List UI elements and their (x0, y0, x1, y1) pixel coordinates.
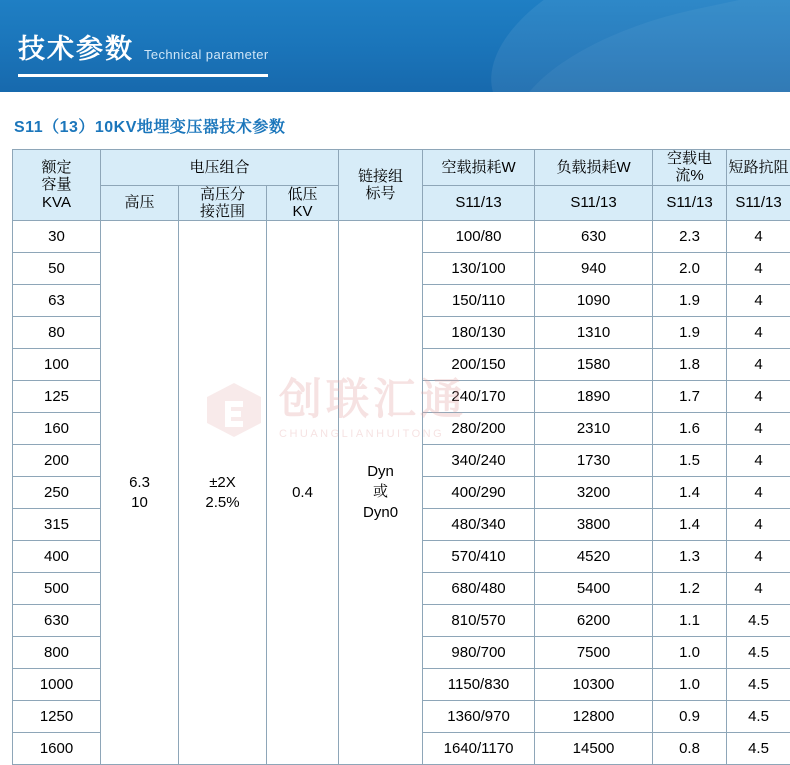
cell-capacity: 200 (13, 445, 101, 477)
cell-connection-line3: Dyn0 (339, 503, 422, 523)
cell-tap-range-merged (179, 221, 267, 765)
cell-capacity: 1250 (13, 701, 101, 733)
table-row (13, 221, 790, 253)
cell-no-load-loss: 570/410 (423, 541, 535, 573)
header-rated-capacity-line2: 容量 (13, 176, 100, 193)
header-no-load-loss: 空载损耗W (423, 150, 535, 186)
cell-connection-line2: 或 (339, 482, 422, 502)
cell-impedance: 4 (727, 253, 790, 285)
cell-no-load-loss: 1360/970 (423, 701, 535, 733)
header-tap-range-line2: 接范围 (179, 203, 266, 220)
cell-no-load-current: 1.4 (653, 509, 727, 541)
cell-no-load-current: 1.4 (653, 477, 727, 509)
cell-impedance: 4 (727, 573, 790, 605)
table-head (13, 150, 790, 221)
cell-tap-range-line1: ±2X (179, 473, 266, 493)
cell-no-load-current: 1.2 (653, 573, 727, 605)
cell-capacity: 500 (13, 573, 101, 605)
banner-title-en: Technical parameter (144, 48, 269, 63)
header-load-loss: 负载损耗W (535, 150, 653, 186)
header-high-voltage: 高压 (101, 185, 179, 221)
banner-title-group (18, 36, 269, 63)
header-connection (339, 150, 423, 221)
cell-no-load-current: 1.9 (653, 285, 727, 317)
cell-no-load-loss: 1640/1170 (423, 733, 535, 765)
cell-no-load-current: 0.8 (653, 733, 727, 765)
cell-load-loss: 1730 (535, 445, 653, 477)
cell-load-loss: 3200 (535, 477, 653, 509)
cell-capacity: 1600 (13, 733, 101, 765)
header-model-load-loss: S11/13 (535, 185, 653, 221)
cell-load-loss: 14500 (535, 733, 653, 765)
header-model-impedance: S11/13 (727, 185, 790, 221)
cell-capacity: 1000 (13, 669, 101, 701)
table-header-row-1 (13, 150, 790, 186)
cell-no-load-loss: 130/100 (423, 253, 535, 285)
cell-no-load-current: 1.0 (653, 637, 727, 669)
cell-capacity: 160 (13, 413, 101, 445)
cell-no-load-current: 2.0 (653, 253, 727, 285)
cell-capacity: 30 (13, 221, 101, 253)
header-impedance: 短路抗阻 (727, 150, 790, 186)
cell-impedance: 4 (727, 509, 790, 541)
watermark-text-cn: 创联汇通 (279, 379, 467, 422)
header-low-voltage-line1: 低压 (267, 186, 338, 203)
cell-capacity: 80 (13, 317, 101, 349)
cell-no-load-current: 1.3 (653, 541, 727, 573)
header-rated-capacity-line3: KVA (13, 194, 100, 211)
cell-no-load-loss: 180/130 (423, 317, 535, 349)
cell-load-loss: 6200 (535, 605, 653, 637)
cell-capacity: 800 (13, 637, 101, 669)
cell-load-loss: 2310 (535, 413, 653, 445)
cell-load-loss: 940 (535, 253, 653, 285)
cell-high-voltage-line1: 6.3 (101, 473, 178, 493)
cell-load-loss: 1890 (535, 381, 653, 413)
cell-no-load-loss: 150/110 (423, 285, 535, 317)
cell-no-load-current: 1.0 (653, 669, 727, 701)
cell-high-voltage-line2: 10 (101, 493, 178, 513)
header-voltage-group: 电压组合 (101, 150, 339, 186)
cell-no-load-loss: 280/200 (423, 413, 535, 445)
page-title: S11（13）10KV地埋变压器技术参数 (14, 114, 790, 137)
header-rated-capacity (13, 150, 101, 221)
cell-capacity: 315 (13, 509, 101, 541)
header-low-voltage-line2: KV (267, 203, 338, 220)
cell-impedance: 4 (727, 413, 790, 445)
cell-tap-range-line2: 2.5% (179, 493, 266, 513)
cell-high-voltage-merged (101, 221, 179, 765)
cell-load-loss: 7500 (535, 637, 653, 669)
cell-no-load-loss: 480/340 (423, 509, 535, 541)
cell-load-loss: 1090 (535, 285, 653, 317)
cell-impedance: 4 (727, 317, 790, 349)
header-low-voltage (267, 185, 339, 221)
cell-no-load-current: 1.6 (653, 413, 727, 445)
header-connection-line2: 标号 (339, 185, 422, 202)
cell-no-load-current: 1.9 (653, 317, 727, 349)
cell-impedance: 4.5 (727, 733, 790, 765)
cell-load-loss: 5400 (535, 573, 653, 605)
cell-no-load-loss: 240/170 (423, 381, 535, 413)
cell-no-load-loss: 810/570 (423, 605, 535, 637)
header-connection-line1: 链接组 (339, 168, 422, 185)
cell-load-loss: 12800 (535, 701, 653, 733)
header-tap-range-line1: 高压分 (179, 186, 266, 203)
cell-no-load-loss: 980/700 (423, 637, 535, 669)
spec-table-wrapper (12, 149, 778, 765)
cell-impedance: 4.5 (727, 637, 790, 669)
watermark-text-en: CHUANGLIANHUITONG (279, 428, 467, 440)
header-model-no-load-loss: S11/13 (423, 185, 535, 221)
cell-impedance: 4 (727, 381, 790, 413)
spec-table (12, 149, 790, 765)
cell-load-loss: 4520 (535, 541, 653, 573)
cell-impedance: 4.5 (727, 605, 790, 637)
cell-no-load-current: 1.7 (653, 381, 727, 413)
table-body (13, 221, 790, 765)
cell-capacity: 100 (13, 349, 101, 381)
cell-capacity: 400 (13, 541, 101, 573)
cell-impedance: 4 (727, 221, 790, 253)
banner-title-cn: 技术参数 (18, 36, 134, 63)
cell-no-load-current: 1.1 (653, 605, 727, 637)
cell-no-load-loss: 400/290 (423, 477, 535, 509)
cell-impedance: 4 (727, 349, 790, 381)
cell-low-voltage-merged: 0.4 (267, 221, 339, 765)
cell-no-load-current: 2.3 (653, 221, 727, 253)
cell-load-loss: 10300 (535, 669, 653, 701)
cell-impedance: 4.5 (727, 669, 790, 701)
cell-load-loss: 1310 (535, 317, 653, 349)
header-no-load-current: 空载电流% (653, 150, 727, 186)
cell-no-load-loss: 1150/830 (423, 669, 535, 701)
cell-capacity: 63 (13, 285, 101, 317)
cell-capacity: 630 (13, 605, 101, 637)
cell-load-loss: 3800 (535, 509, 653, 541)
cell-impedance: 4 (727, 445, 790, 477)
cell-capacity: 125 (13, 381, 101, 413)
header-model-no-load-current: S11/13 (653, 185, 727, 221)
cell-impedance: 4 (727, 285, 790, 317)
cell-connection-merged (339, 221, 423, 765)
banner-underline (18, 74, 268, 77)
cell-connection-line1: Dyn (339, 462, 422, 482)
cell-impedance: 4 (727, 541, 790, 573)
cell-capacity: 250 (13, 477, 101, 509)
header-tap-range (179, 185, 267, 221)
cell-no-load-loss: 680/480 (423, 573, 535, 605)
cell-no-load-loss: 340/240 (423, 445, 535, 477)
cell-capacity: 50 (13, 253, 101, 285)
cell-impedance: 4 (727, 477, 790, 509)
cell-no-load-loss: 200/150 (423, 349, 535, 381)
cell-load-loss: 1580 (535, 349, 653, 381)
cell-no-load-current: 1.5 (653, 445, 727, 477)
page-header-banner (0, 0, 790, 92)
cell-no-load-current: 0.9 (653, 701, 727, 733)
cell-load-loss: 630 (535, 221, 653, 253)
cell-no-load-current: 1.8 (653, 349, 727, 381)
cell-impedance: 4.5 (727, 701, 790, 733)
cell-no-load-loss: 100/80 (423, 221, 535, 253)
header-rated-capacity-line1: 额定 (13, 159, 100, 176)
